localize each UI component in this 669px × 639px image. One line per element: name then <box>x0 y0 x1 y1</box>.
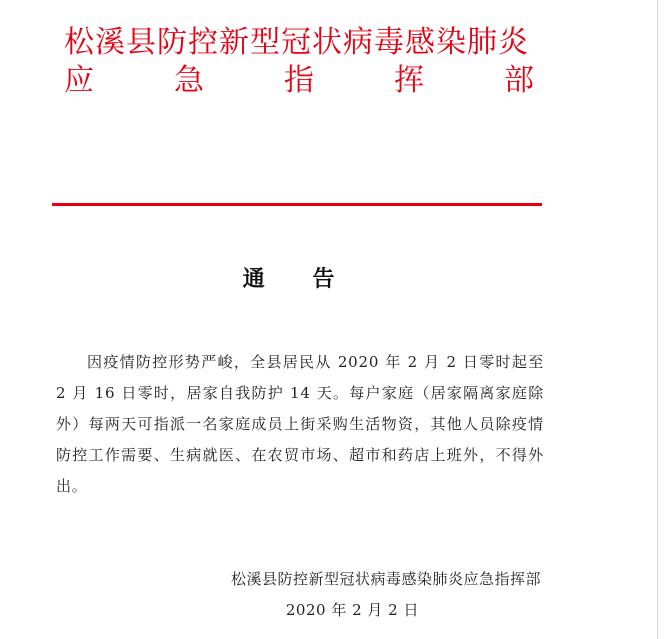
title-char: 应 <box>64 63 94 98</box>
title-char: 急 <box>174 63 204 98</box>
notice-heading: 通 告 <box>242 267 355 292</box>
title-char: 指 <box>284 63 314 98</box>
title-char: 部 <box>504 63 534 98</box>
notice-body: 因疫情防控形势严峻，全县居民从 2020 年 2 月 2 日零时起至 2 月 16 日零时，居家自我防护 14 天。每户家庭（居家隔离家庭除外）每两天可指派一名家庭成员上街采购生活物资，其他人员除疫情防控工作需要、生病就医、在农贸市场、超市和药店上班外，不得外出。 <box>56 353 544 495</box>
signature-organization: 松溪县防控新型冠状病毒感染肺炎应急指挥部 <box>230 570 541 588</box>
issuer-title-line1: 松溪县防控新型冠状病毒感染肺炎 <box>64 25 529 60</box>
signature-date: 2020 年 2 月 2 日 <box>285 601 419 619</box>
red-divider-line <box>52 203 542 206</box>
issuer-title-line2 <box>64 62 534 100</box>
title-char: 挥 <box>394 63 424 98</box>
